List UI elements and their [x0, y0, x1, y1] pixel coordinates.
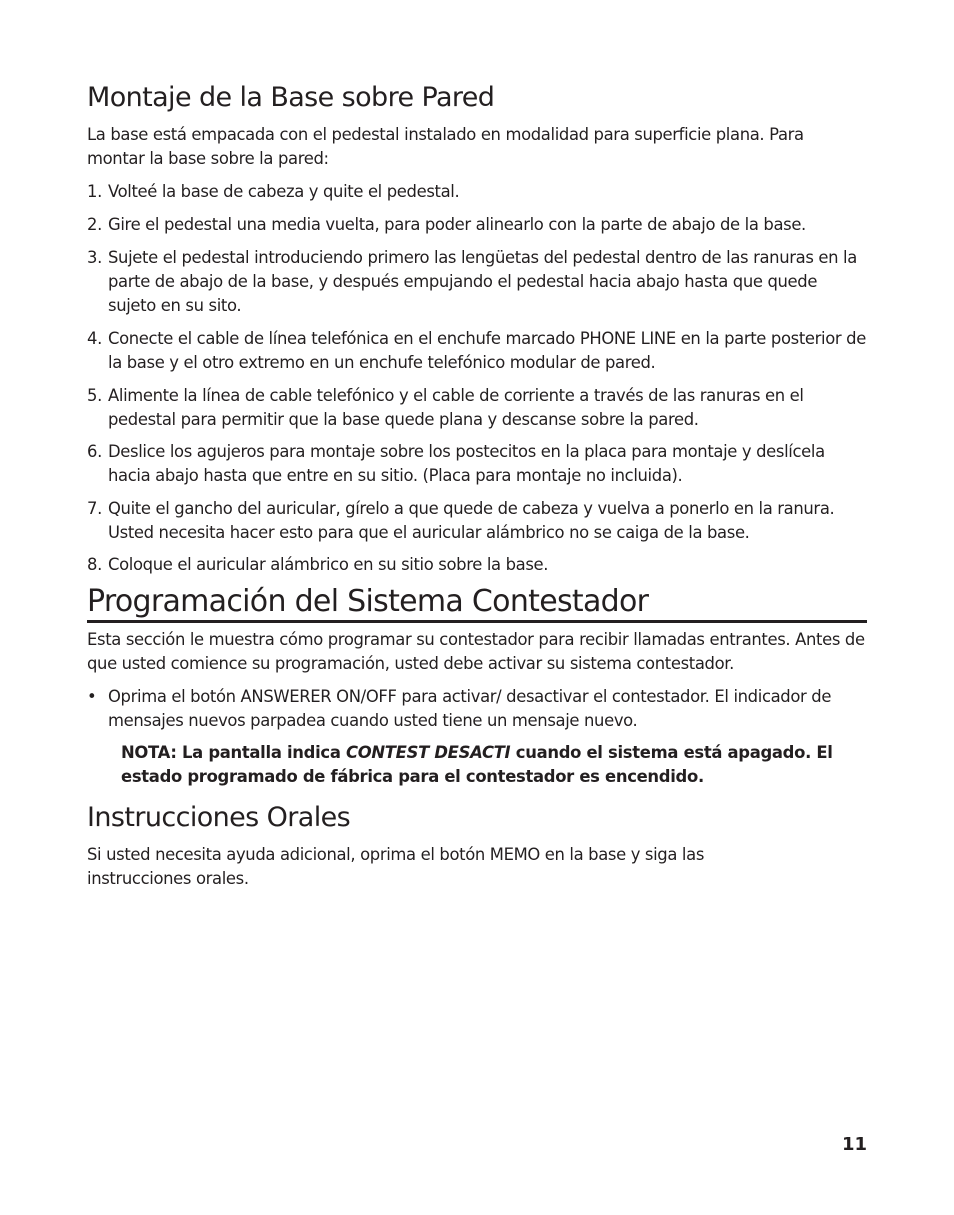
list-item-text: Gire el pedestal una media vuelta, para poder alinearlo con la parte de abajo de la base.	[108, 215, 806, 234]
list-item-text: Quite el gancho del auricular, gírelo a que quede de cabeza y vuelva a ponerlo en la ranura. Usted necesita hacer esto para que el auricular alámbrico no se caiga de la base.	[108, 499, 835, 542]
list-item-number: 4.	[87, 329, 102, 348]
list-item-text: Deslice los agujeros para montaje sobre los postecitos en la placa para montaje y deslícela hacia abajo hasta que entre en su sitio. (Placa para montaje no incluida).	[108, 442, 825, 485]
list-item-number: 3.	[87, 248, 102, 267]
list-item-number: 1.	[87, 182, 102, 201]
note-text	[121, 741, 867, 789]
display-message: CONTEST DESACTI	[346, 743, 511, 762]
bullet-marker: •	[87, 687, 97, 706]
list-item-number: 8.	[87, 555, 102, 574]
list-item-text: Sujete el pedestal introduciendo primero las lengüetas del pedestal dentro de las ranuras en la parte de abajo de la base, y después empujando el pedestal hacia abajo hasta que quede sujeto en su sito.	[108, 248, 857, 315]
wall-mount-intro: La base está empacada con el pedestal instalado en modalidad para superficie plana. Para montar la base sobre la pared:	[87, 125, 804, 168]
list-item-number: 6.	[87, 442, 102, 461]
voice-instructions-body: Si usted necesita ayuda adicional, oprima el botón MEMO en la base y siga las instrucciones orales.	[87, 845, 705, 888]
section-title-voice-instructions: Instrucciones Orales	[87, 802, 351, 833]
list-item-number: 5.	[87, 386, 102, 405]
list-item-text: Oprima el botón ANSWERER ON/OFF para activar/ desactivar el contestador. El indicador de mensajes nuevos parpadea cuando usted tiene un mensaje nuevo.	[108, 687, 832, 730]
list-item-number: 2.	[87, 215, 102, 234]
list-item-text: Alimente la línea de cable telefónico y el cable de corriente a través de las ranuras en el pedestal para permitir que la base quede plana y descanse sobre la pared.	[108, 386, 804, 429]
note-prefix: NOTA: La pantalla indica	[121, 743, 347, 762]
list-item-text: Volteé la base de cabeza y quite el pedestal.	[108, 182, 460, 201]
list-item-text: Conecte el cable de línea telefónica en el enchufe marcado PHONE LINE en la parte posterior de la base y el otro extremo en un enchufe telefónico modular de pared.	[108, 329, 866, 372]
list-item-text: Coloque el auricular alámbrico en su sitio sobre la base.	[108, 555, 549, 574]
section-title-wall-mount: Montaje de la Base sobre Pared	[87, 82, 495, 113]
list-item-number: 7.	[87, 499, 102, 518]
note-suffix: cuando el sistema está apagado. El estado programado de fábrica para el contestador es encendido.	[121, 743, 833, 786]
answering-system-intro: Esta sección le muestra cómo programar su contestador para recibir llamadas entrantes. Antes de que usted comience su programación, usted debe activar su sistema contestador.	[87, 630, 865, 673]
page-number: 11	[841, 1134, 867, 1155]
section-title-answering-system: Programación del Sistema Contestador	[87, 584, 867, 623]
